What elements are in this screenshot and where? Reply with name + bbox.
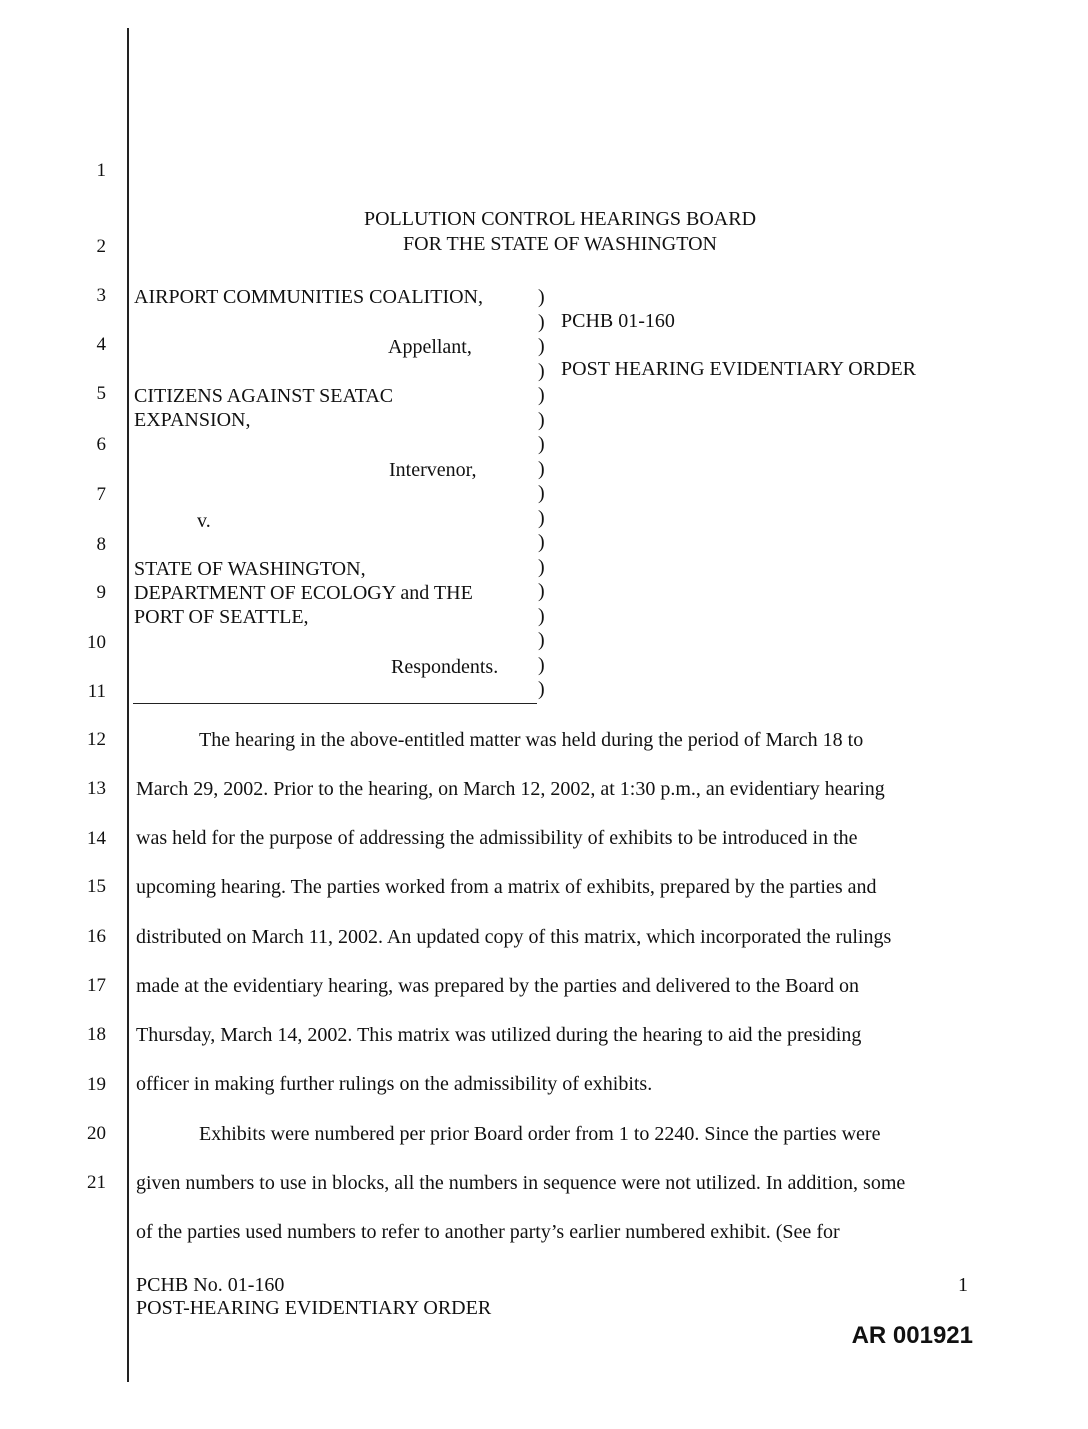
line-number: 16 — [87, 926, 106, 947]
body-line: was held for the purpose of addressing the admissibility of exhibits to be introduced in the — [136, 827, 858, 849]
caption-paren: ) — [538, 653, 545, 676]
appellant-role: Appellant, — [388, 336, 472, 358]
line-number: 2 — [96, 236, 106, 257]
board-jurisdiction: FOR THE STATE OF WASHINGTON — [403, 233, 717, 255]
body-line: of the parties used numbers to refer to another party’s earlier numbered exhibit. (See for — [136, 1221, 840, 1243]
page-number: 1 — [958, 1274, 968, 1296]
body-line: Exhibits were numbered per prior Board order from 1 to 2240. Since the parties were — [199, 1123, 881, 1145]
line-number: 20 — [87, 1123, 106, 1144]
respondent-role: Respondents. — [391, 656, 499, 678]
line-number: 3 — [96, 285, 106, 306]
body-line: The hearing in the above-entitled matter was held during the period of March 18 to — [199, 729, 864, 751]
bates-stamp: AR 001921 — [851, 1322, 973, 1349]
versus: v. — [197, 510, 211, 532]
line-number: 15 — [87, 876, 106, 897]
caption-paren: ) — [538, 580, 545, 602]
line-number: 14 — [87, 828, 106, 849]
line-number: 18 — [87, 1024, 106, 1045]
caption-paren: ) — [538, 506, 545, 529]
footer-title: POST-HEARING EVIDENTIARY ORDER — [136, 1297, 492, 1319]
body-line: officer in making further rulings on the admissibility of exhibits. — [136, 1073, 653, 1095]
caption-paren: ) — [538, 384, 545, 406]
order-title: POST HEARING EVIDENTIARY ORDER — [561, 358, 916, 380]
line-number: 4 — [96, 334, 106, 355]
caption-paren: ) — [538, 678, 545, 700]
line-number: 10 — [87, 632, 106, 653]
case-number: PCHB 01-160 — [561, 310, 675, 332]
body-line: March 29, 2002. Prior to the hearing, on March 12, 2002, at 1:30 p.m., an evidentiary hearing — [136, 778, 885, 800]
intervenor-name-line-2: EXPANSION, — [134, 409, 251, 431]
body-line: distributed on March 11, 2002. An updated copy of this matrix, which incorporated the rulings — [136, 926, 892, 948]
line-number: 19 — [87, 1074, 106, 1095]
caption-paren: ) — [538, 310, 545, 333]
line-number: 8 — [96, 534, 106, 555]
line-number: 6 — [96, 434, 106, 455]
caption-paren: ) — [538, 482, 545, 504]
line-number: 17 — [87, 975, 106, 996]
caption-paren: ) — [538, 629, 545, 651]
caption-paren: ) — [538, 457, 545, 480]
respondent-name-line-2: DEPARTMENT OF ECOLOGY and THE — [134, 582, 473, 604]
left-margin-rule — [127, 28, 129, 1382]
body-line: made at the evidentiary hearing, was prepared by the parties and delivered to the Board on — [136, 975, 860, 997]
line-number: 21 — [87, 1172, 106, 1193]
caption-paren: ) — [538, 531, 545, 553]
body-line: given numbers to use in blocks, all the numbers in sequence were not utilized. In addition, some — [136, 1172, 906, 1194]
caption-paren: ) — [538, 604, 545, 627]
respondent-name-line-3: PORT OF SEATTLE, — [134, 606, 309, 628]
caption-paren: ) — [538, 359, 545, 382]
body-line: Thursday, March 14, 2002. This matrix was utilized during the hearing to aid the presiding — [136, 1024, 862, 1046]
caption-paren: ) — [538, 335, 545, 357]
caption-paren: ) — [538, 555, 545, 578]
intervenor-name-line-1: CITIZENS AGAINST SEATAC — [134, 385, 394, 407]
caption-paren: ) — [538, 433, 545, 455]
board-title: POLLUTION CONTROL HEARINGS BOARD — [363, 208, 757, 230]
footer-case-number: PCHB No. 01-160 — [136, 1274, 285, 1296]
caption-underline — [133, 703, 537, 704]
respondent-name-line-1: STATE OF WASHINGTON, — [134, 558, 366, 580]
line-number: 7 — [96, 484, 106, 505]
line-number: 5 — [96, 383, 106, 404]
line-number: 9 — [96, 582, 106, 603]
body-line: upcoming hearing. The parties worked from a matrix of exhibits, prepared by the parties and — [136, 876, 877, 898]
caption-paren: ) — [538, 408, 545, 431]
line-number: 12 — [87, 729, 106, 750]
intervenor-role: Intervenor, — [389, 459, 477, 481]
caption-paren: ) — [538, 286, 545, 308]
line-number: 13 — [87, 778, 106, 799]
line-number: 1 — [96, 160, 106, 181]
appellant-name: AIRPORT COMMUNITIES COALITION, — [134, 286, 483, 308]
line-number: 11 — [87, 681, 106, 702]
